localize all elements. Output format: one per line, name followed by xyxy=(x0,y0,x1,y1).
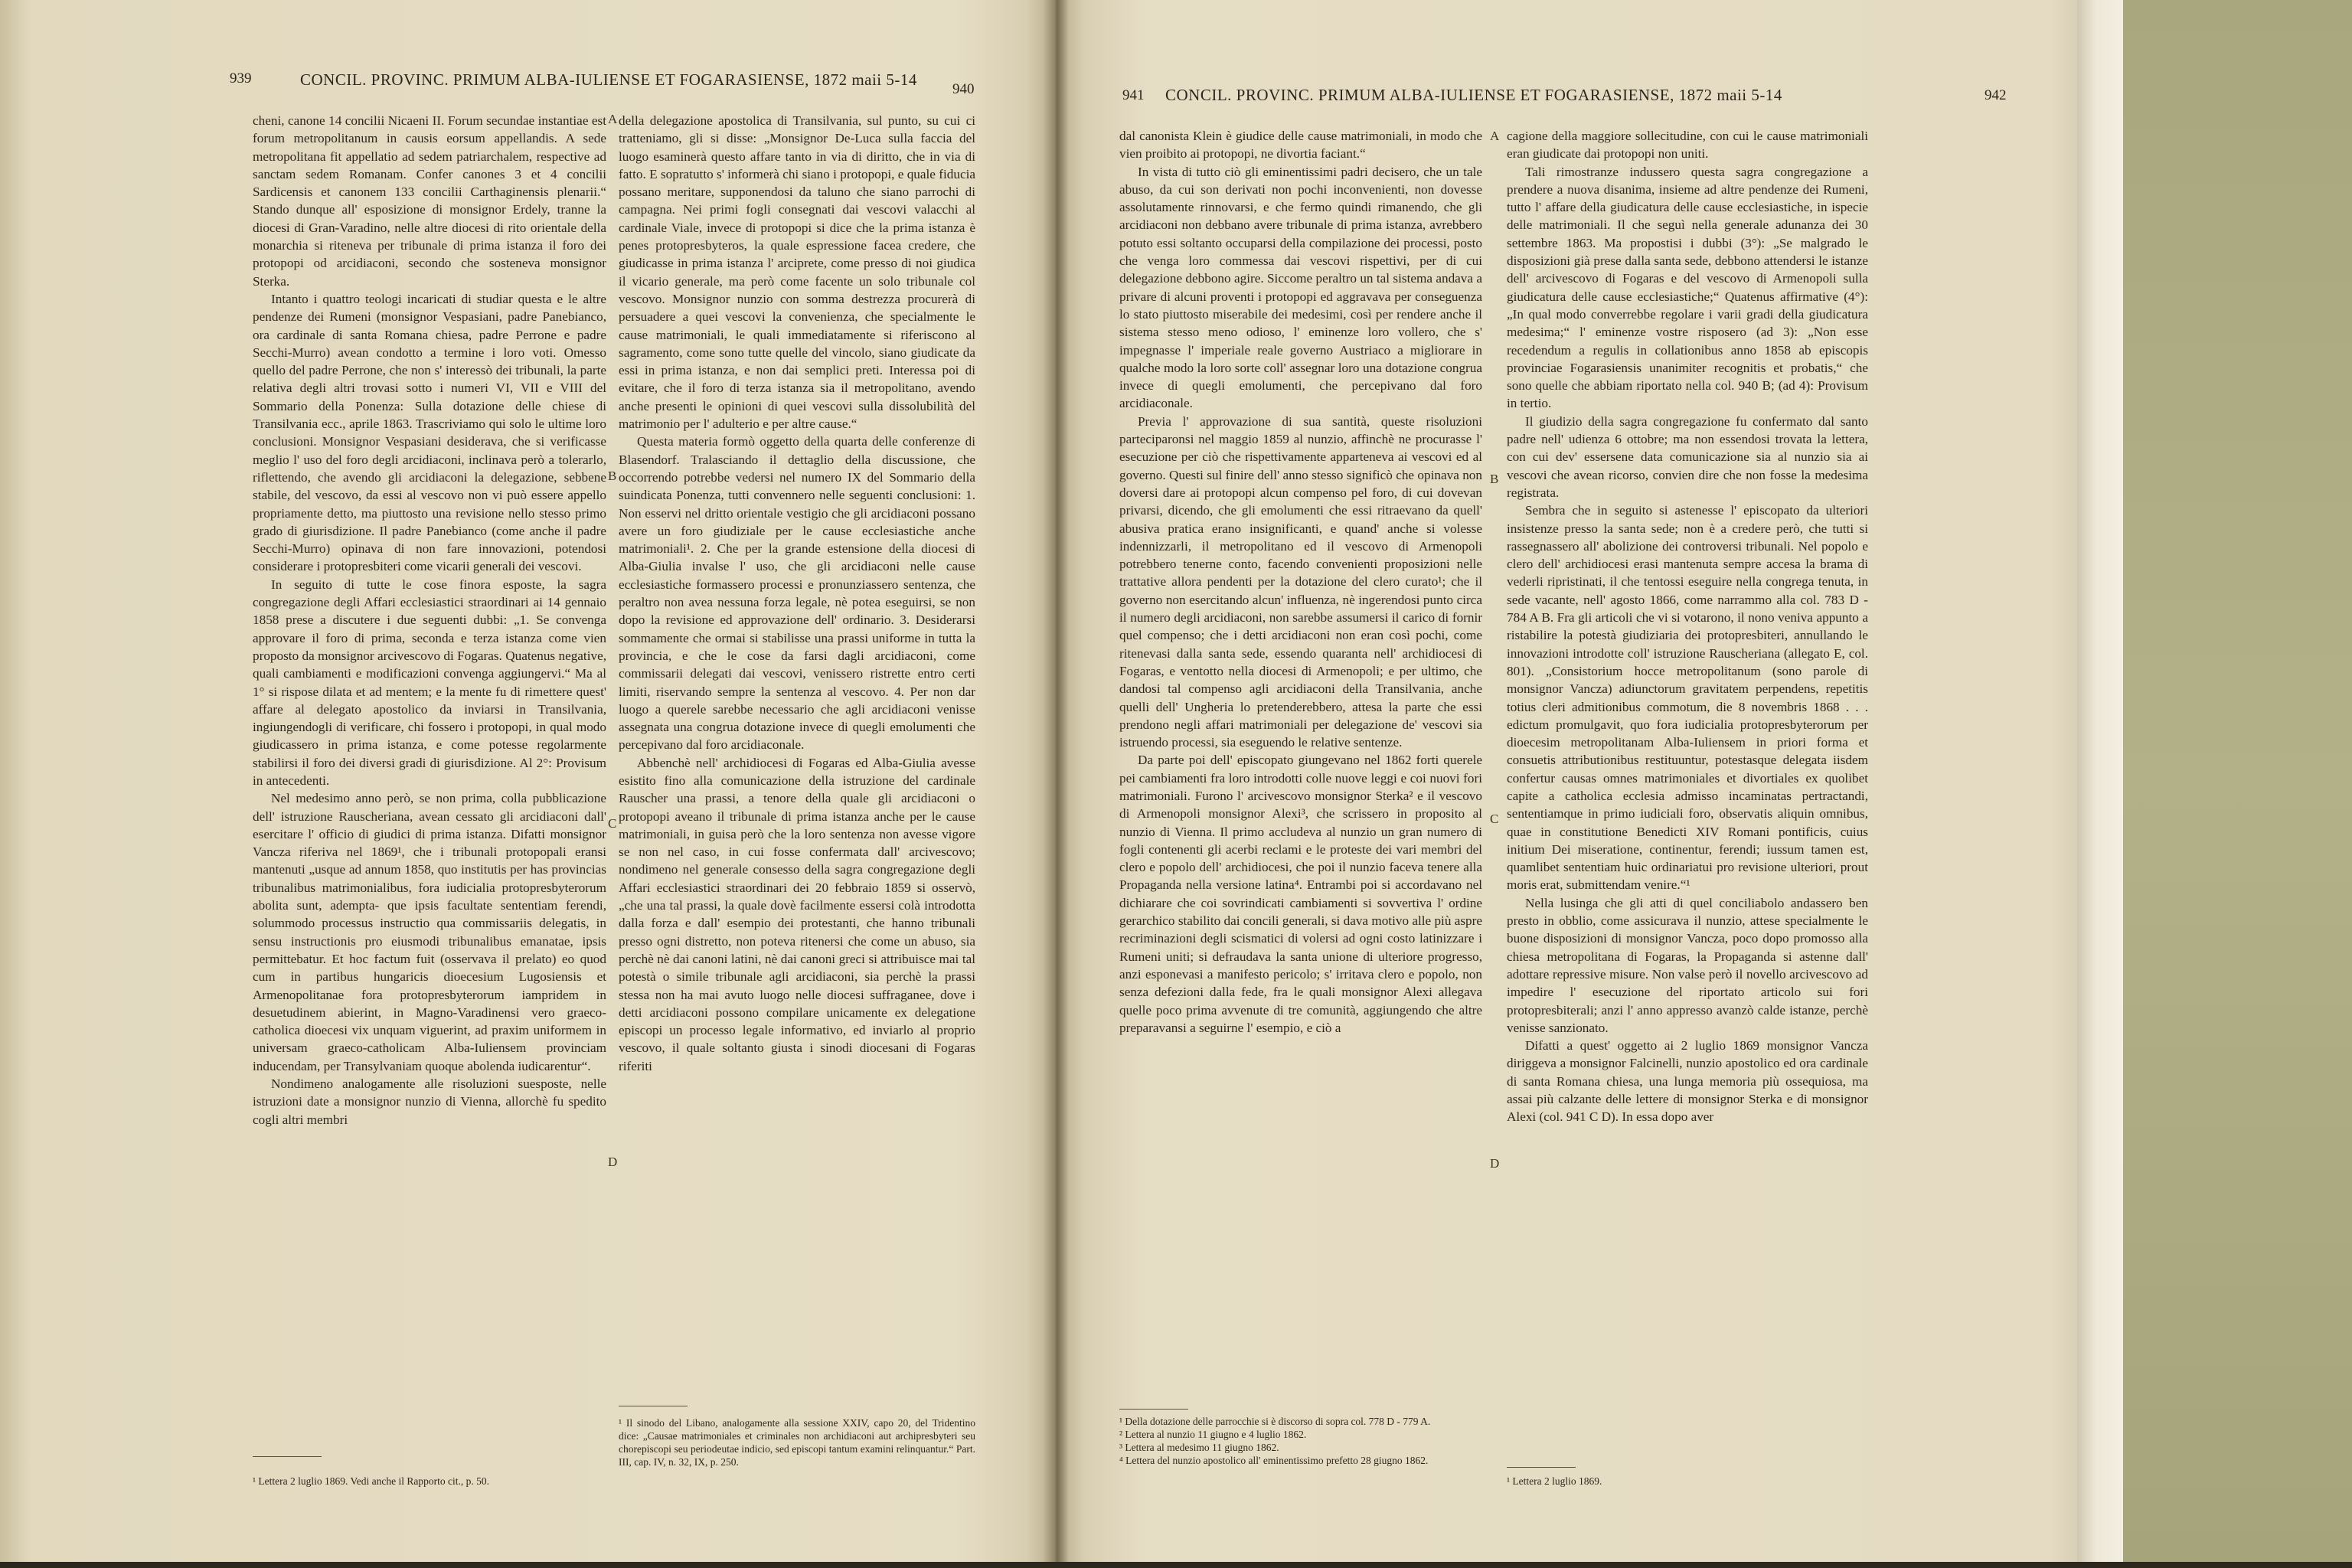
right-footnotes-1 xyxy=(1119,1415,1482,1467)
paragraph: In seguito di tutte le cose finora esposte, la sagra congregazione degli Affari ecclesiastici straordinari ai 14 gennaio 1858 prese a discutere i due seguenti dubbi: „1. Se convenga approvare il foro di prima, seconda e terza istanza come vien proposto da monsignor arcivescovo di Fogaras. Quatenus negative, quali cambiamenti e modificazioni convenga aggiungervi.“ Ma al 1° si rispose dilata et ad mentem; e la mente fu di rimettere quest' affare al delegato apostolico da inviarsi in Transilvania, ingiungendogli di verificare, chi fossero i protopopi, in qual modo giudicassero in prima istanza, e come potesse regolarmente stabilirsi il foro dei diversi gradi di giurisdizione. Al 2°: Provisum in antecedenti. xyxy=(253,577,606,788)
right-page-number-a: 941 xyxy=(1122,87,1145,103)
margin-marker-c: C xyxy=(608,816,617,831)
footnote-rule xyxy=(1507,1467,1576,1468)
paragraph: della delegazione apostolica di Transilvania, sul punto, su cui ci tratteniamo, gli si disse: „Monsignor De-Luca sulla faccia del luogo esaminerà questo affare tanto in via di diritto, che in via di fatto. E sopratutto s' informerà chi siano i protopopi, e quale fiducia possano meritare, supponendosi da taluno che siano parrochi di campagna. Nei primi fogli consegnati dai vescovi valacchi al cardinale Viale, invece di protopopi si dice che la prima istanza è penes protopresbyteros, la quale espressione facea credere, che giudicasse in prima istanza l' arciprete, come presso di noi giudica il vicario generale, ma però come facente un solo tribunale col vescovo. Monsignor nunzio con somma destrezza procurerà di persuadere a quei vescovi la convenienza, che specialmente le cause matrimoniali, le quali immediatamente si riferiscono al sagramento, come sono tutte quelle del vincolo, siano giudicate da essi in prima istanza, e non dai semplici preti. Interessa poi di evitare, che il foro di terza istanza sia il metropolitano, avendo anche presenti le opinioni di quei vescovi sulla dissolubilità del matrimonio per l' adulterio e per altre cause.“ xyxy=(619,113,975,432)
left-footnote-2 xyxy=(619,1416,975,1468)
paragraph: Previa l' approvazione di sua santità, queste risoluzioni parteciparonsi nel maggio 1859 al nunzio, affinchè ne procurasse l' esecuzione per ciò che rispettivamente apparteneva ai vescovi ed al governo. Questi sul finire dell' anno stesso significò che opinava non doversi dare ai protopopi alcun compenso pel foro, di cui dovevan privarsi, dicendo, che gli emolumenti che essi ritraevano da quell' abusiva pratica erano insignificanti, e quand' anche si volesse indennizzarli, il metropolitano ed il vescovo di Armenopoli potrebbero tenerne conto, facendo convenienti proposizioni nelle trattative allora pendenti per la dotazione del clero curato¹; che il governo non esercitando alcun' influenza, nè ingerendosi punto circa il numero degli arcidiaconi, non sarebbe assumersi il carico di fornir quel compenso; che i detti arcidiaconi non eran così pochi, come ritenevasi dalla santa sede, essendo quaranta nell' archidiocesi di Fogaras, e ventotto nella diocesi di Armenopoli; e per ultimo, che dandosi tal compenso agli arcidiaconi della Transilvania, anche quelli dell' Ungheria lo pretenderebbero, attesa la parte che essi prendono negli affari matrimoniali per delegazione de' vescovi sia istruendo processi, sia eseguendo le relative sentenze. xyxy=(1119,413,1482,750)
margin-marker-d: D xyxy=(608,1155,618,1169)
margin-marker-b: B xyxy=(1490,472,1499,486)
left-page-number-a: 939 xyxy=(230,70,252,87)
paragraph: Questa materia formò oggetto della quarta delle conferenze di Blasendorf. Tralasciando il dettaglio della discussione, che occorrendo potrebbe vedersi nel numero IX del Sommario della suindicata Ponenza, tutti convennero nelle seguenti conclusioni: 1. Non esservi nel dritto orientale vestigio che gli arcidiaconi possano avere un foro giudiziale per le cause ecclesiastiche anche matrimoniali¹. 2. Che per la grande estensione della diocesi di Alba-Giulia invalse l' uso, che gli arcidiaconi nelle cause ecclesiastiche formassero processi e pronunziassero sentenza, che peraltro non avea nessuna forza legale, nè potea eseguirsi, se non dopo la revisione ed approvazione dell' ordinario. 3. Desiderarsi sommamente che ormai si stabilisse una prassi uniforme in tutta la provincia, e che le cose da farsi dagli arcidiaconi, come commissarii delegati dai vescovi, venissero ristrette entro certi limiti, riservando sempre la sentenza al vescovo. 4. Per non dar luogo a querele sarebbe necessario che agli arcidiaconi venisse assegnata una congrua dotazione invece di quegli emolumenti che percepivano dal foro arcidiaconale. xyxy=(619,434,975,753)
footnote-text: ² Lettera al nunzio 11 giugno e 4 luglio 1862. xyxy=(1119,1429,1307,1440)
right-page-header: CONCIL. PROVINC. PRIMUM ALBA-IULIENSE ET FOGARASIENSE, 1872 maii 5-14 xyxy=(1165,86,1782,104)
footnote-text: ¹ Della dotazione delle parrocchie si è discorso di sopra col. 778 D - 779 A. xyxy=(1119,1416,1431,1427)
right-page-number-b: 942 xyxy=(1984,87,2007,103)
paragraph: cheni, canone 14 concilii Nicaeni II. Forum secundae instantiae est forum metropolitanum in causis eorsum appellandis. A sede metropolitana fit appellatio ad sedem patriarchalem, respective ad sanctam sedem Romanam. Confer canones 3 et 4 concilii Sardicensis et canonem 133 concilii Carthaginensis plenarii.“ Stando dunque all' esposizione di monsignor Erdely, tranne la diocesi di Gran-Varadino, nelle altre diocesi di rito orientale della monarchia si riteneva per tribunale di prima istanza il foro dei protopopi od arcidiaconi, secondo che sosteneva monsignor Sterka. xyxy=(253,113,606,289)
footnote-text: ¹ Lettera 2 luglio 1869. xyxy=(1507,1475,1602,1487)
paragraph: Nel medesimo anno però, se non prima, colla pubblicazione dell' istruzione Rauscheriana, avean cessato gli arcidiaconi dall' esercitare l' officio di giudici di prima istanza. Difatti monsignor Vancza riferiva nel 1869¹, che i tribunali protopopali eransi mantenuti „usque ad annum 1858, quo institutis per has provincias tribunalibus matrimonialibus, fora iudicialia protopresbyterorum abolita sunt, adempta- que ipsis facultate sententiam ferendi, solummodo processus instructio qua commissariis delegatis, in sensu instructionis pro eiusmodi tribunalibus emanatae, ipsis permittebatur. Et hoc factum fuit (osservava il prelato) eo quod cum in partibus hungaricis dioecesium Lugosiensis et Armenopolitanae fora protopresbyterorum iampridem in desuetudinem abierint, in Magno-Varadinensi vero graeco-catholica dioecesi vix unquam viguerint, ad praxim uniformem in universam graeco-catholicam Alba-Iuliensem provinciam inducendam, per Transylvaniam quoque abolenda iudicarentur“. xyxy=(253,791,606,1073)
paragraph: Da parte poi dell' episcopato giungevano nel 1862 forti querele pei cambiamenti fra loro introdotti colle nuove leggi e coi nuovi fori matrimoniali. Furono l' arcivescovo monsignor Sterka² e il vescovo di Armenopoli monsignor Alexi³, che scrissero in proposito al nunzio di Vienna. Il primo accludeva al nunzio un gran numero di fogli contenenti gli acerbi reclami e le proteste dei vari membri del clero e popolo dell' archidiocesi, che poi il nunzio faceva tenere alla Propaganda nella versione latina⁴. Entrambi poi si accordavano nel dichiarare che coi sovrindicati cambiamenti si sovvertiva l' ordine gerarchico stabilito dai concili generali, si dava motivo alle più aspre recriminazioni degli scismatici di volersi ad ogni costo latinizzare i Rumeni uniti; si defraudava la santa unione di ulteriore progresso, anzi esponevasi a manifesto pericolo; s' irritava clero e popolo, non senza defezioni dalla fede, fra le quali monsignor Alexi allegava quelle poco prima avvenute di tre comunità, aggiungendo che altre preparavansi a seguirne l' esempio, e ciò a xyxy=(1119,753,1482,1035)
left-column-1 xyxy=(253,112,606,1129)
paragraph: Sembra che in seguito si astenesse l' episcopato da ulteriori insistenze presso la santa sede; non è a credere però, che tutti si rassegnassero all' abolizione dei controversi tribunali. Nel popolo e clero dell' archidiocesi erasi mantenuta sempre accesa la brama di vederli ripristinati, il che tentossi eseguire nella congrega tenuta, in sede vacante, nell' agosto 1866, come narrammo alla col. 783 D - 784 A B. Fra gli articoli che vi si votarono, il nono veniva appunto a ristabilire la potestà giudiziaria dei protopresbiteri, annullando le innovazioni introdotte coll' istruzione Rauscheriana (allegato E, col. 801). „Consistorium hocce metropolitanum (sono parole di monsignor Vancza) adiunctorum gravitatem perpendens, repetitis totius cleri admitionibus commotum, die 8 novembris 1868 . . . edictum promulgavit, quo fora iudicialia protopresbyterorum per dioecesim metropolitanam Alba-Iuliensem in priori forma et consuetis attributionibus restituuntur, potestasque delegata iisdem confertur causas omnes matrimoniales et divortiales ex quolibet capite a catholica ecclesia admisso incaminatas pertractandi, sententiamque in primo iudiciali foro, observatis aliquin omnibus, quae in constitutione Benedicti XIV Romani pontificis, cuius initium Dei miseratione, continentur, ferendi; iussum tamen est, quamlibet sententiam huic ordinariatui pro revisione ulteriori, prout moris erat, submittendam venire.“¹ xyxy=(1507,503,1868,893)
margin-marker-a: A xyxy=(1490,129,1500,143)
paragraph: dal canonista Klein è giudice delle cause matrimoniali, in modo che vien proibito ai protopopi, ne divortia faciant.“ xyxy=(1119,129,1482,162)
right-page xyxy=(1055,0,2077,1568)
margin-marker-a: A xyxy=(608,112,618,126)
left-column-2 xyxy=(619,112,975,1075)
margin-marker-d: D xyxy=(1490,1156,1500,1171)
right-column-1 xyxy=(1119,127,1482,1037)
background-surface xyxy=(2123,0,2352,1568)
paragraph: Tali rimostranze indussero questa sagra congregazione a prendere a nuova disanima, insieme ad altre pendenze dei Rumeni, tutto l' affare della giudicatura delle cause ecclesiastiche, in ispecie delle matrimoniali. Il che seguì nella generale adunanza dei 30 settembre 1863. Ma propostisi i dubbi (3°): „Se malgrado le disposizioni già prese dalla santa sede, debbono attendersi le istanze dell' arcivescovo di Fogaras e del vescovo di Armenopoli sulla giudicatura delle cause ecclesiastiche;“ Quatenus affirmative (4°): „In qual modo converrebbe regolare i varii gradi della giudicatura medesima;“ l' eminenze vostre risposero (ad 3): „Non esse recedendum a regulis in collationibus anno 1858 ab episcopis provinciae Fogarasiensis unanimiter recognitis et probatis,“ che sono quelle che abbiam riportato nella col. 940 B; (ad 4): Provisum in tertio. xyxy=(1507,164,1868,411)
footnote-text: ⁴ Lettera del nunzio apostolico all' eminentissimo prefetto 28 giugno 1862. xyxy=(1119,1455,1429,1466)
paragraph: Il giudizio della sagra congregazione fu confermato dal santo padre nell' udienza 6 ottobre; ma non essendosi trovata la lettera, con cui dev' essersene data comunicazione sia al nunzio sia ai vescovi che avean ricorso, convien dire che non fosse la medesima registrata. xyxy=(1507,413,1868,500)
paragraph: Nella lusinga che gli atti di quel conciliabolo andassero ben presto in obblio, come assicurava il nunzio, attese specialmente le buone disposizioni di monsignor Vancza, poco dopo promosso alla chiesa metropolitana di Fogaras, la Propaganda si astenne dall' adottare repressive misure. Non valse però il novello arcivescovo ad impedire l' esecuzione del riportato articolo sui fori protopresbiterali; anzi l' anno appresso avanzò calde istanze, perchè venisse sanzionato. xyxy=(1507,895,1868,1035)
left-page-header: CONCIL. PROVINC. PRIMUM ALBA-IULIENSE ET FOGARASIENSE, 1872 maii 5-14 xyxy=(300,70,917,89)
paragraph: In vista di tutto ciò gli eminentissimi padri decisero, che un tale abuso, da cui son derivati non pochi inconvenienti, non dovesse assolutamente rinnovarsi, e che fermo quindi rimanendo, che gli arcidiaconi non debbano avere tribunale di prima istanza, avrebbero potuto essi soltanto occuparsi della compilazione dei processi, posto che venga loro commessa dai vescovi rispettivi, per di cui delegazione debbono agire. Siccome peraltro un tal sistema andava a privare di alcuni proventi i protopopi ed aggravava per conseguenza lo stato piuttosto miserabile dei medesimi, così per rendere anche il sistema stesso meno odioso, l' eminenze loro vollero, che s' impegnasse l' imperiale reale governo Austriaco a migliorare in qualche modo la loro sorte coll' assegnar loro una dotazione congrua invece di quegli emolumenti, che percepivano dal foro arcidiaconale. xyxy=(1119,164,1482,411)
footnote-text: ³ Lettera al medesimo 11 giugno 1862. xyxy=(1119,1442,1279,1453)
left-footnote-1 xyxy=(253,1475,606,1488)
footnote-text: ¹ Lettera 2 luglio 1869. Vedi anche il Rapporto cit., p. 50. xyxy=(253,1475,489,1487)
margin-marker-b: B xyxy=(608,469,617,483)
right-column-2 xyxy=(1507,127,1868,1126)
footnote-rule xyxy=(1119,1409,1188,1410)
paragraph: Intanto i quattro teologi incaricati di studiar questa e le altre pendenze dei Rumeni (monsignor Vespasiani, padre Panebianco, ora cardinale di santa Romana chiesa, padre Perrone e padre Secchi-Murro) avean condotto a termine i loro voti. Omesso quello del padre Perrone, che non s' interessò dei tribunali, la parte relativa degli altri trovasi sotto i numeri VI, VII e VIII del Sommario della Ponenza: Sulla dotazione delle chiese di Transilvania ecc., aprile 1863. Trascriviamo qui solo le ultime loro conclusioni. Monsignor Vespasiani desiderava, che si verificasse meglio l' uso del foro degli arcidiaconi, inclinava però a tolerarlo, riflettendo, che avendo gli arcidiaconi la delegazione, sebbene stabile, del vescovo, da essi al vescovo non vi può essere appello propriamente detto, ma piuttosto una revisione nello stesso primo grado di giurisdizione. Il padre Panebianco (come anche il padre Secchi-Murro) opinava di non fare innovazioni, potendosi considerare i protopresbiteri come vicarii generali dei vescovi. xyxy=(253,291,606,574)
footnote-rule xyxy=(253,1456,322,1457)
right-footnote-2 xyxy=(1507,1475,1868,1488)
background-edge xyxy=(0,1562,2352,1568)
margin-marker-c: C xyxy=(1490,812,1499,826)
paragraph: Difatti a quest' oggetto ai 2 luglio 1869 monsignor Vancza diriggeva a monsignor Falcinelli, nunzio apostolico ed ora cardinale di santa Romana chiesa, una lunga memoria più ossequiosa, ma assai più calzante delle lettere di monsignor Sterka e di monsignor Alexi (col. 941 C D). In essa dopo aver xyxy=(1507,1038,1868,1125)
footnote-text: ¹ Il sinodo del Libano, analogamente alla sessione XXIV, capo 20, del Tridentino dice: „Causae matrimoniales et criminales non archidiaconi aut archipresbyteri seu chorepiscopi seu periodeutae indicio, sed episcopi tantum examini relinquantur.“ Part. III, cap. IV, n. 32, IX, p. 250. xyxy=(619,1417,975,1468)
left-page-number-b: 940 xyxy=(952,81,975,97)
book-gutter xyxy=(1043,0,1069,1568)
paragraph: Abbenchè nell' archidiocesi di Fogaras ed Alba-Giulia avesse esistito fino alla comunicazione della istruzione del cardinale Rauscher una prassi, a tenore della quale gli arcidiaconi o protopopi aveano il tribunale di prima istanza anche per le cause matrimoniali, in guisa però che la loro sentenza non avesse vigore se non nel caso, in cui fosse confermata dall' arcivescovo; nondimeno nel generale consesso della sagra congregazione degli Affari ecclesiastici straordinari dei 20 febbraio 1859 si osservò, „che una tal prassi, la quale dovè facilmente essersi colà introdotta dalla forza e dall' esempio dei protestanti, che hanno tribunali presso ogni distretto, non poteva ritenersi che come un abuso, sia perchè nè dai canoni latini, nè dai canoni greci si attribuisce mai tal potestà o simile tribunale agli arcidiaconi, sia perchè la prassi stessa non ha mai avuto luogo nelle diocesi suffraganee, dove i detti arcidiaconi possono compilare unicamente ex delegatione episcopi un processo legale informativo, ed inviarlo al proprio vescovo, il quale soltanto giusta i sinodi diocesani di Fogaras riferiti xyxy=(619,755,975,1073)
left-page xyxy=(0,0,1055,1568)
page-edge xyxy=(2077,0,2123,1568)
paragraph: cagione della maggiore sollecitudine, con cui le cause matrimoniali eran giudicate dai protopopi non uniti. xyxy=(1507,129,1868,162)
paragraph: Nondimeno analogamente alle risoluzioni suesposte, nelle istruzioni date a monsignor nunzio di Vienna, allorchè fu spedito cogli altri membri xyxy=(253,1076,606,1127)
